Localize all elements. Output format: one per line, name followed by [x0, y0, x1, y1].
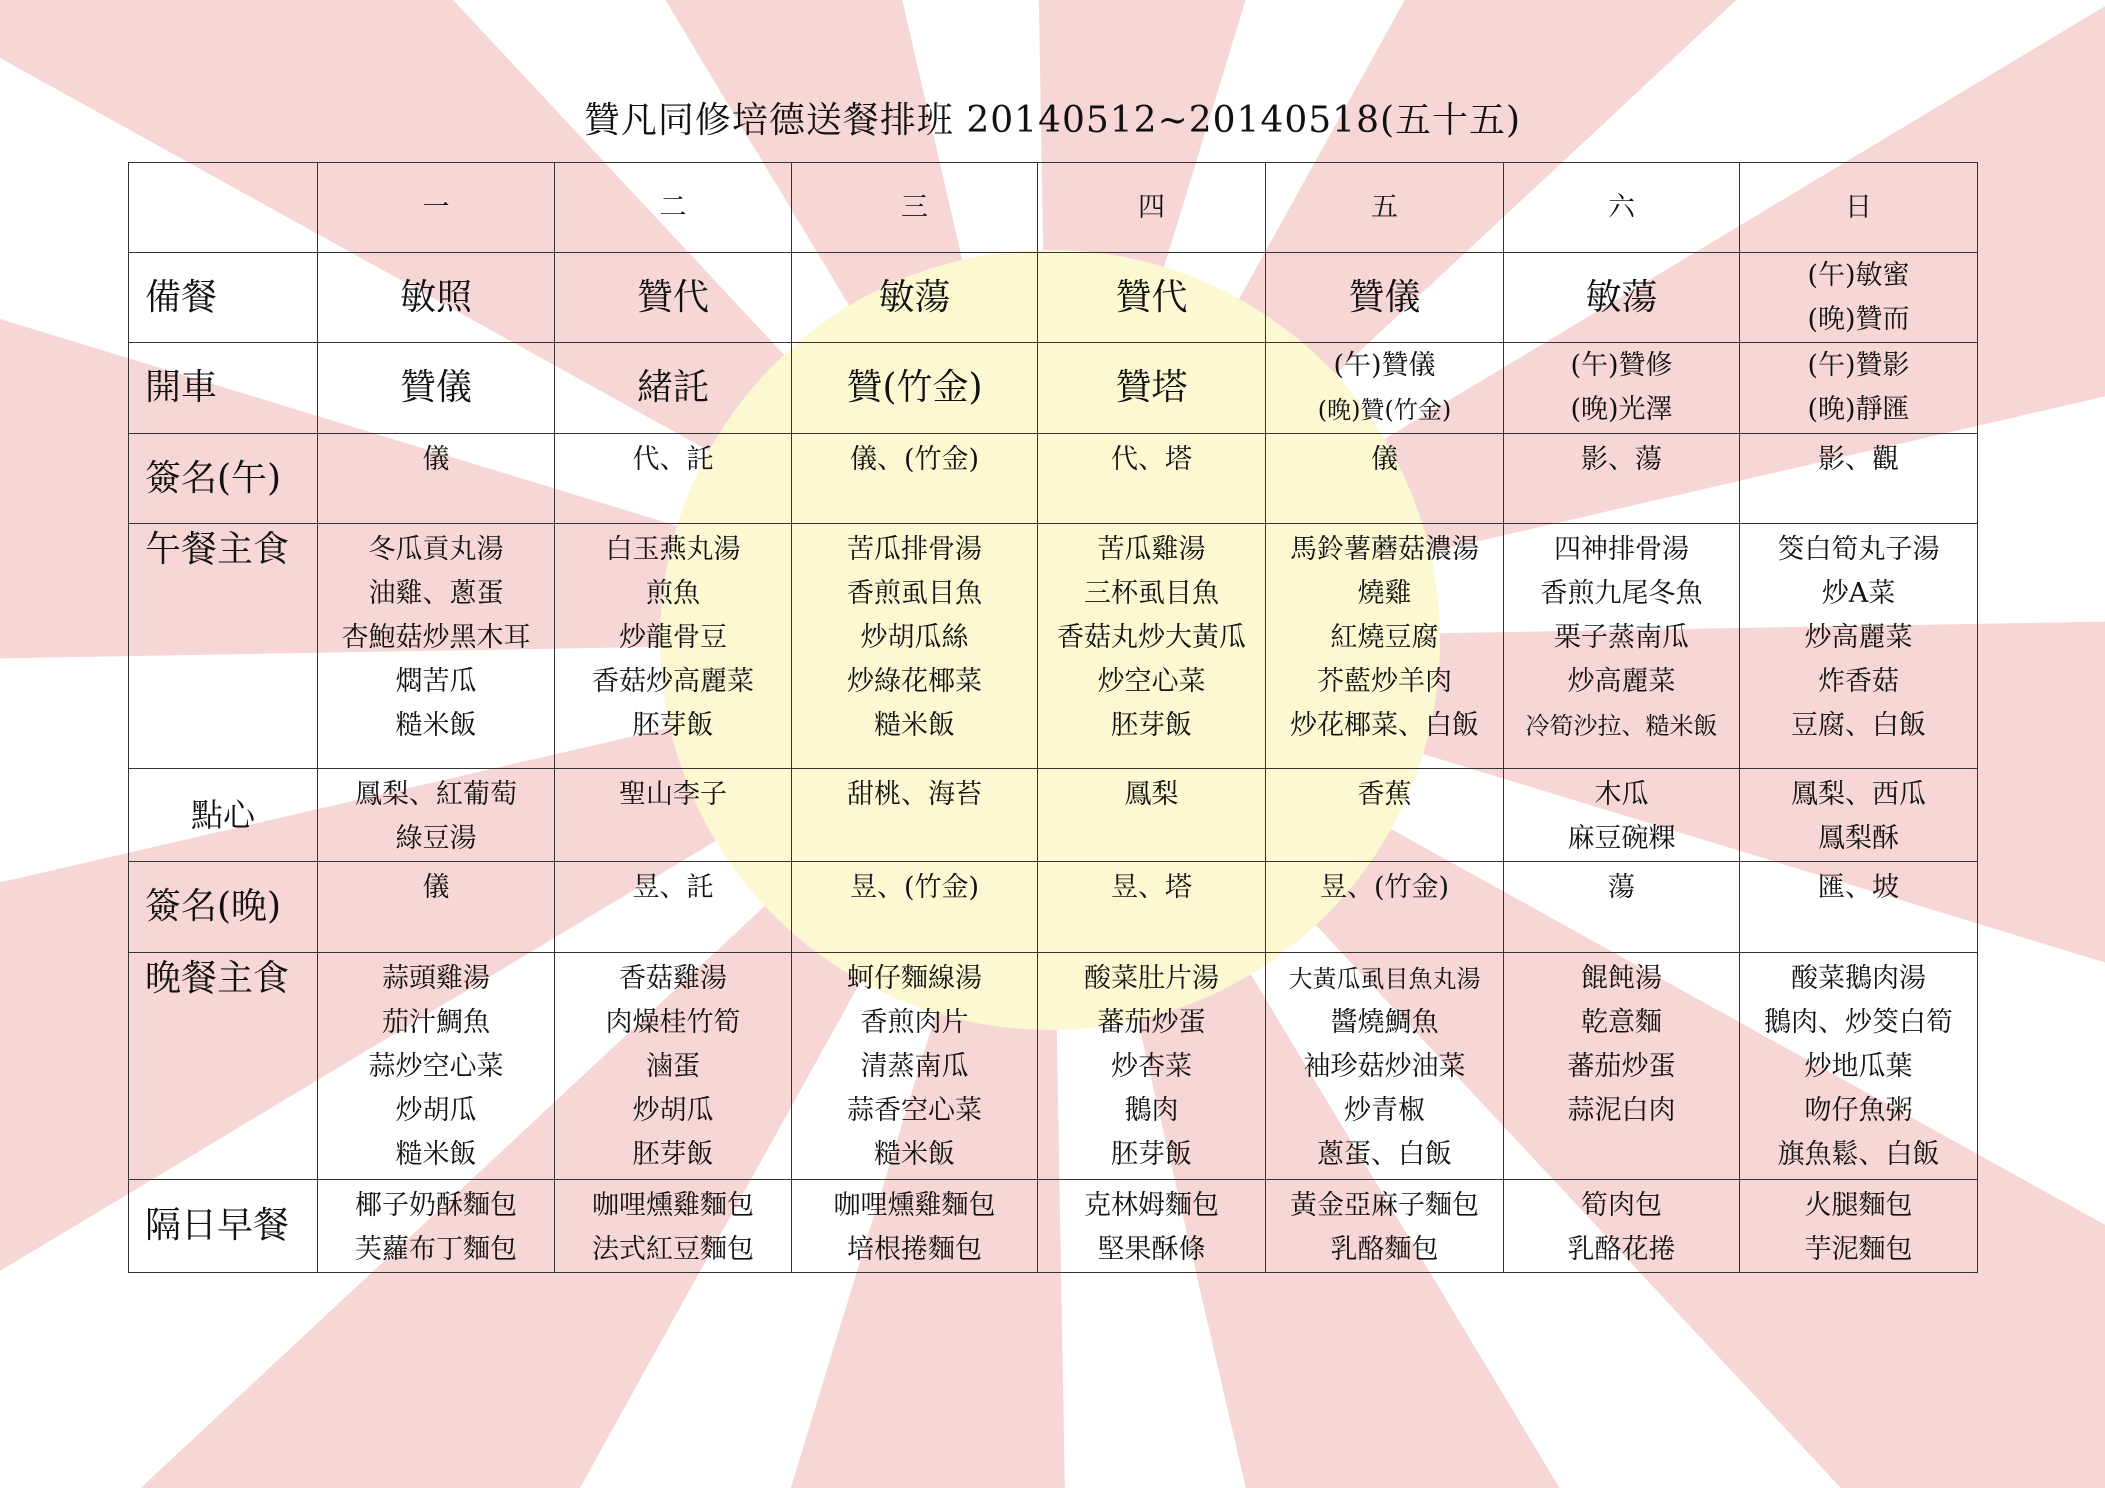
day-header: 三: [792, 163, 1038, 253]
cell-line: 咖哩燻雞麵包: [833, 1190, 996, 1221]
cell-lunch: [555, 524, 792, 769]
cell-line: 香煎九尾冬魚: [1540, 578, 1703, 609]
meal-schedule-table: [128, 162, 1978, 1273]
cell-line: 昱、(竹金): [1319, 872, 1450, 903]
cell-line: 蕩: [1608, 872, 1635, 903]
cell-line: 酸菜肚片湯: [1084, 963, 1219, 994]
cell-line: 旗魚鬆、白飯: [1777, 1139, 1940, 1170]
cell-dinner: [318, 953, 555, 1180]
cell-line: 昱、託: [632, 872, 714, 903]
cell-dinner: [1266, 953, 1504, 1180]
cell-line: 贊塔: [1115, 367, 1188, 408]
cell-line: 代、託: [632, 444, 714, 475]
cell-drive: [1266, 343, 1504, 434]
cell-drive: [1740, 343, 1978, 434]
cell-line: 法式紅豆麵包: [592, 1234, 754, 1265]
day-header: 五: [1266, 163, 1504, 253]
cell-line: 炒地瓜葉: [1804, 1051, 1913, 1082]
cell-line: 醬燒鯛魚: [1330, 1007, 1439, 1038]
cell-breakfast: [1038, 1180, 1266, 1273]
cell-dinner: [792, 953, 1038, 1180]
corner-cell: [129, 163, 318, 253]
cell-line: 黃金亞麻子麵包: [1290, 1190, 1479, 1221]
cell-sign-noon: [792, 434, 1038, 524]
cell-line: 胚芽飯: [632, 710, 714, 741]
row-label-breakfast: 隔日早餐: [129, 1180, 318, 1273]
cell-line: 香菇雞湯: [619, 963, 727, 994]
cell-line: 香菇丸炒大黃瓜: [1057, 622, 1246, 653]
cell-line: 蕃茄炒蛋: [1567, 1051, 1676, 1082]
row-label-sign-evening: 簽名(晚): [129, 862, 318, 953]
cell-line: 蒜香空心菜: [847, 1095, 982, 1126]
cell-line: 儀: [1371, 444, 1398, 475]
row-prep: [129, 253, 1978, 343]
cell-line: 蒜頭雞湯: [382, 963, 490, 994]
cell-line: 糙米飯: [395, 1139, 477, 1170]
cell-line: 芥藍炒羊肉: [1317, 666, 1452, 697]
cell-line: 燜苦瓜: [395, 666, 477, 697]
cell-line: 贊儀: [399, 367, 472, 408]
cell-line: 胚芽飯: [1111, 710, 1192, 741]
cell-breakfast: [318, 1180, 555, 1273]
cell-line: 紅燒豆腐: [1330, 622, 1439, 653]
cell-line: 聖山李子: [619, 779, 727, 810]
cell-line: (午)贊儀: [1333, 350, 1436, 381]
cell-line: 胚芽飯: [1111, 1139, 1192, 1170]
cell-line: 蚵仔麵線湯: [847, 963, 982, 994]
cell-line: 蒜泥白肉: [1567, 1095, 1676, 1126]
day-header: 一: [318, 163, 555, 253]
cell-line: 贊代: [636, 276, 709, 318]
cell-sign-noon: [1266, 434, 1504, 524]
cell-line: 餛飩湯: [1581, 963, 1662, 994]
cell-breakfast: [1504, 1180, 1740, 1273]
cell-line: 炒空心菜: [1097, 666, 1206, 697]
cell-drive: [1038, 343, 1266, 434]
cell-line: 炒杏菜: [1111, 1051, 1192, 1082]
cell-line: 匯、坡: [1818, 872, 1899, 903]
cell-line: 煎魚: [646, 578, 700, 609]
cell-line: 大黃瓜虱目魚丸湯: [1288, 965, 1481, 993]
cell-line: (晚)贊(竹金): [1317, 396, 1452, 424]
row-label-snack: 點心: [129, 769, 318, 862]
cell-dinner: [1504, 953, 1740, 1180]
cell-line: 鳳梨: [1124, 779, 1179, 810]
row-label-sign-noon: 簽名(午): [129, 434, 318, 524]
cell-drive: [318, 343, 555, 434]
cell-line: (午)贊修: [1570, 350, 1673, 381]
cell-line: 培根捲麵包: [847, 1234, 982, 1265]
cell-line: 苦瓜排骨湯: [847, 534, 982, 565]
cell-line: 栗子蒸南瓜: [1554, 622, 1689, 653]
cell-line: (晚)贊而: [1807, 303, 1910, 335]
cell-line: 火腿麵包: [1804, 1190, 1913, 1221]
cell-line: 筊白筍丸子湯: [1777, 534, 1940, 565]
day-header: 日: [1740, 163, 1978, 253]
cell-line: 儀: [422, 872, 450, 903]
day-header: 四: [1038, 163, 1266, 253]
row-drive: [129, 343, 1978, 434]
cell-line: 炒胡瓜: [395, 1095, 477, 1126]
cell-lunch: [1266, 524, 1504, 769]
cell-line: 冬瓜貢丸湯: [368, 534, 504, 565]
cell-line: 芙蘿布丁麵包: [355, 1234, 517, 1265]
cell-line: 影、蕩: [1581, 444, 1662, 475]
cell-line: 鳳梨、西瓜: [1791, 779, 1926, 810]
cell-dinner: [1038, 953, 1266, 1180]
cell-line: 炒A菜: [1821, 578, 1896, 609]
cell-line: 乳酪花捲: [1567, 1234, 1676, 1265]
cell-line: 炒花椰菜、白飯: [1290, 710, 1479, 741]
cell-line: 香蕉: [1357, 779, 1412, 810]
cell-line: 冷筍沙拉、糙米飯: [1525, 712, 1718, 740]
cell-line: 贊儀: [1348, 276, 1421, 318]
cell-prep: [1740, 253, 1978, 343]
row-breakfast: [129, 1180, 1978, 1273]
row-label-drive: 開車: [129, 343, 318, 434]
cell-prep: [1266, 253, 1504, 343]
cell-line: 綠豆湯: [395, 823, 477, 854]
cell-sign-noon: [1504, 434, 1740, 524]
cell-line: (午)敏蜜: [1807, 259, 1910, 291]
cell-lunch: [792, 524, 1038, 769]
cell-line: 麻豆碗粿: [1567, 823, 1676, 854]
cell-line: 昱、(竹金): [849, 872, 980, 903]
cell-line: 白玉燕丸湯: [605, 534, 741, 565]
cell-line: 袖珍菇炒油菜: [1303, 1051, 1466, 1082]
cell-line: 堅果酥條: [1097, 1234, 1206, 1265]
cell-line: 鵝肉、炒筊白筍: [1764, 1007, 1953, 1038]
row-label-prep: 備餐: [129, 253, 318, 343]
cell-prep: [792, 253, 1038, 343]
cell-line: 豆腐、白飯: [1791, 710, 1926, 741]
cell-prep: [555, 253, 792, 343]
cell-line: 炸香菇: [1818, 666, 1899, 697]
cell-line: 敏蕩: [878, 276, 951, 318]
cell-line: 酸菜鵝肉湯: [1791, 963, 1926, 994]
cell-line: 燒雞: [1357, 578, 1412, 609]
cell-snack: [792, 769, 1038, 862]
cell-breakfast: [1266, 1180, 1504, 1273]
cell-line: 影、觀: [1818, 444, 1899, 475]
cell-line: 克林姆麵包: [1084, 1190, 1219, 1221]
cell-line: 昱、塔: [1111, 872, 1192, 903]
cell-snack: [1740, 769, 1978, 862]
cell-line: 糙米飯: [874, 710, 955, 741]
cell-lunch: [318, 524, 555, 769]
row-label-lunch: 午餐主食: [129, 524, 318, 769]
cell-snack: [1266, 769, 1504, 862]
cell-line: 三杯虱目魚: [1084, 578, 1219, 609]
cell-line: 香煎肉片: [860, 1007, 969, 1038]
cell-lunch: [1740, 524, 1978, 769]
day-header: 六: [1504, 163, 1740, 253]
cell-line: 糙米飯: [874, 1139, 955, 1170]
cell-line: 椰子奶酥麵包: [355, 1190, 517, 1221]
row-sign-evening: [129, 862, 1978, 953]
cell-lunch: [1504, 524, 1740, 769]
cell-line: 蕃茄炒蛋: [1097, 1007, 1206, 1038]
cell-line: 胚芽飯: [632, 1139, 714, 1170]
cell-line: (午)贊影: [1807, 350, 1910, 381]
cell-line: (晚)光澤: [1570, 394, 1673, 425]
cell-line: 香菇炒高麗菜: [592, 666, 754, 697]
cell-breakfast: [555, 1180, 792, 1273]
cell-line: 鳳梨酥: [1818, 823, 1899, 854]
cell-line: 儀、(竹金): [849, 444, 980, 475]
cell-line: 苦瓜雞湯: [1097, 534, 1206, 565]
cell-line: 油雞、蔥蛋: [368, 578, 504, 609]
row-label-dinner: 晚餐主食: [129, 953, 318, 1180]
cell-drive: [792, 343, 1038, 434]
row-snack: [129, 769, 1978, 862]
cell-line: 贊代: [1115, 276, 1188, 318]
cell-snack: [555, 769, 792, 862]
cell-sign-evening: [1266, 862, 1504, 953]
cell-sign-noon: [1740, 434, 1978, 524]
cell-sign-evening: [1504, 862, 1740, 953]
cell-sign-noon: [318, 434, 555, 524]
cell-drive: [555, 343, 792, 434]
cell-line: 贊(竹金): [846, 367, 983, 408]
cell-line: 炒龍骨豆: [619, 622, 727, 653]
cell-line: 炒高麗菜: [1567, 666, 1676, 697]
cell-line: 敏蕩: [1585, 276, 1658, 318]
cell-line: 茄汁鯛魚: [382, 1007, 490, 1038]
cell-sign-evening: [1038, 862, 1266, 953]
cell-breakfast: [792, 1180, 1038, 1273]
cell-line: 肉燥桂竹筍: [605, 1007, 741, 1038]
cell-sign-evening: [318, 862, 555, 953]
cell-line: 甜桃、海苔: [847, 779, 982, 810]
cell-line: 炒高麗菜: [1804, 622, 1913, 653]
day-header: 二: [555, 163, 792, 253]
cell-line: 滷蛋: [646, 1051, 700, 1082]
cell-snack: [1038, 769, 1266, 862]
cell-prep: [318, 253, 555, 343]
cell-line: 炒綠花椰菜: [847, 666, 982, 697]
cell-sign-evening: [1740, 862, 1978, 953]
cell-line: 糙米飯: [395, 710, 477, 741]
cell-line: 儀: [422, 444, 450, 475]
row-dinner: [129, 953, 1978, 1180]
page-title: 贊凡同修培德送餐排班 20140512~20140518(五十五): [583, 100, 1522, 141]
cell-line: 吻仔魚粥: [1804, 1095, 1913, 1126]
cell-line: (晚)靜匯: [1807, 394, 1910, 425]
cell-drive: [1504, 343, 1740, 434]
cell-sign-noon: [555, 434, 792, 524]
cell-line: 杏鮑菇炒黑木耳: [341, 622, 531, 653]
cell-line: 芋泥麵包: [1804, 1234, 1913, 1265]
cell-line: 清蒸南瓜: [860, 1051, 969, 1082]
cell-line: 炒胡瓜: [632, 1095, 714, 1126]
cell-line: 馬鈴薯蘑菇濃湯: [1290, 534, 1479, 565]
cell-line: 鵝肉: [1124, 1095, 1179, 1126]
cell-line: 四神排骨湯: [1554, 534, 1689, 565]
cell-line: 緒託: [636, 367, 709, 408]
cell-sign-evening: [555, 862, 792, 953]
cell-snack: [1504, 769, 1740, 862]
cell-line: 咖哩燻雞麵包: [592, 1190, 754, 1221]
cell-lunch: [1038, 524, 1266, 769]
row-sign-noon: [129, 434, 1978, 524]
row-lunch: [129, 524, 1978, 769]
cell-line: 鳳梨、紅葡萄: [355, 779, 517, 810]
cell-snack: [318, 769, 555, 862]
header-row: [129, 163, 1978, 253]
cell-line: 香煎虱目魚: [847, 578, 982, 609]
cell-line: 炒青椒: [1344, 1095, 1425, 1126]
cell-dinner: [555, 953, 792, 1180]
cell-line: 蔥蛋、白飯: [1317, 1139, 1452, 1170]
cell-line: 乾意麵: [1581, 1007, 1662, 1038]
cell-line: 敏照: [399, 276, 472, 318]
cell-prep: [1504, 253, 1740, 343]
cell-line: 蒜炒空心菜: [368, 1051, 504, 1082]
cell-line: 木瓜: [1594, 779, 1649, 810]
cell-sign-evening: [792, 862, 1038, 953]
cell-line: 乳酪麵包: [1330, 1234, 1439, 1265]
cell-line: 筍肉包: [1581, 1190, 1662, 1221]
cell-breakfast: [1740, 1180, 1978, 1273]
cell-prep: [1038, 253, 1266, 343]
cell-dinner: [1740, 953, 1978, 1180]
cell-sign-noon: [1038, 434, 1266, 524]
cell-line: 代、塔: [1111, 444, 1192, 475]
cell-line: 炒胡瓜絲: [860, 622, 969, 653]
